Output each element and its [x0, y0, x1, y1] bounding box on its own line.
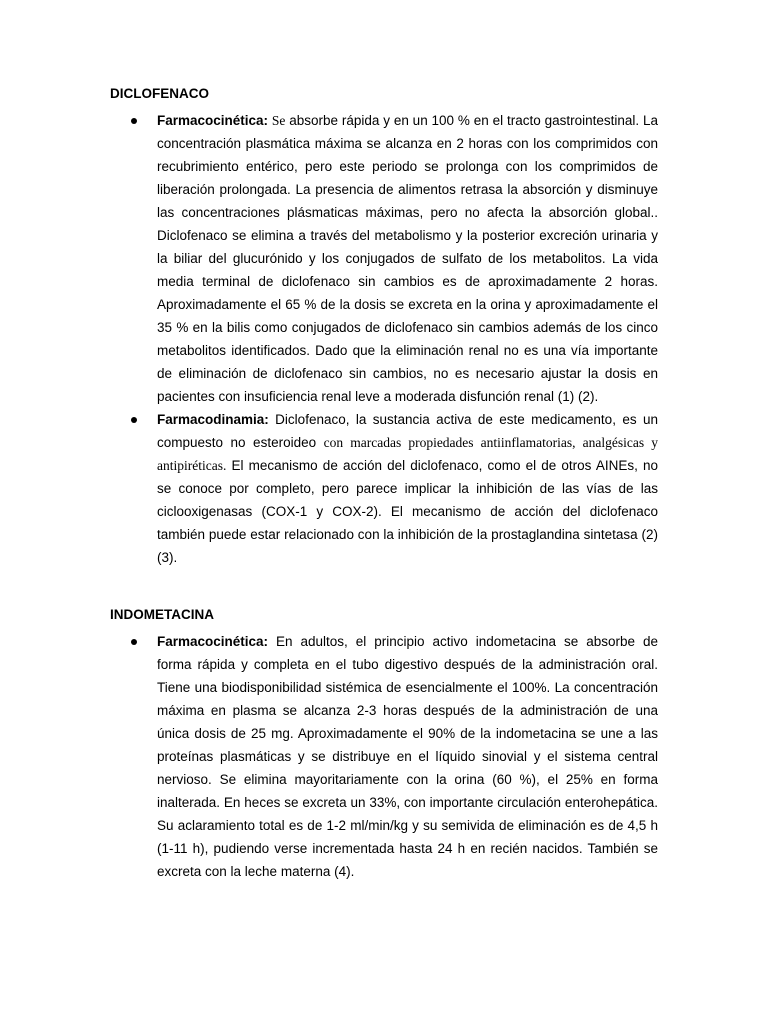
item-text: El mecanismo de acción del diclofenaco, como el de otros AINEs, no se conoce por completo, pero parece implicar la inhibición de las vías de las ciclooxigenasas (COX-1 y COX-2). El mecanismo de acción del diclofenaco también puede estar relacionado con la inhibición de la prostaglandina sintetasa (2) (3).	[157, 458, 658, 565]
item-text-serif: con marcadas propiedades antiinflamatorias, analgésicas y antipiréticas.	[157, 435, 658, 473]
item-label: Farmacocinética:	[157, 634, 269, 649]
item-label: Farmacodinamia:	[157, 412, 269, 427]
item-text-serif: Se	[271, 113, 286, 128]
section-heading: DICLOFENACO	[110, 86, 209, 101]
bullet-list	[110, 630, 658, 883]
section-heading: INDOMETACINA	[110, 607, 214, 622]
section-diclofenaco	[110, 84, 658, 569]
item-label: Farmacocinética:	[157, 113, 269, 128]
item-text-before: Diclofenaco, la sustancia activa de este medicamento, es un compuesto no esteroideo	[157, 412, 658, 450]
item-text: En adultos, el principio activo indometacina se absorbe de forma rápida y completa en el tubo digestivo después de la administración oral. Tiene una biodisponibilidad sistémica de esencialmente el 100%. La concentración máxima en plasma se alcanza 2-3 horas después de la administración de una única dosis de 25 mg. Aproximadamente el 90% de la indometacina se une a las proteínas plasmáticas y se distribuye en el líquido sinovial y el sistema central nervioso. Se elimina mayoritariamente con la orina (60 %), el 25% en forma inalterada. En heces se excreta un 33%, con importante circulación enterohepática. Su aclaramiento total es de 1-2 ml/min/kg y su semivida de eliminación es de 4,5 h (1-11 h), pudiendo verse incrementada hasta 24 h en recién nacidos. También se excreta con la leche materna (4).	[157, 634, 658, 879]
bullet-icon	[131, 417, 137, 423]
list-item	[110, 630, 658, 883]
section-indometacina	[110, 605, 658, 883]
list-item	[110, 408, 658, 569]
bullet-icon	[131, 639, 137, 645]
bullet-icon	[131, 118, 137, 124]
item-text: absorbe rápida y en un 100 % en el tracto gastrointestinal. La concentración plasmática máxima se alcanza en 2 horas con los comprimidos con recubrimiento entérico, pero este periodo se prolonga con los comprimidos de liberación prolongada. La presencia de alimentos retrasa la absorción y disminuye las concentraciones plásmaticas máximas, pero no afecta la absorción global.. Diclofenaco se elimina a través del metabolismo y la posterior excreción urinaria y la biliar del glucurónido y los conjugados de sulfato de los metabolitos. La vida media terminal de diclofenaco sin cambios es de aproximadamente 2 horas. Aproximadamente el 65 % de la dosis se excreta en la orina y aproximadamente el 35 % en la bilis como conjugados de diclofenaco sin cambios además de los cinco metabolitos identificados. Dado que la eliminación renal no es una vía importante de eliminación de diclofenaco sin cambios, no es necesario ajustar la dosis en pacientes con insuficiencia renal leve a moderada disfunción renal (1) (2).	[157, 113, 658, 404]
bullet-list	[110, 109, 658, 569]
list-item	[110, 109, 658, 408]
